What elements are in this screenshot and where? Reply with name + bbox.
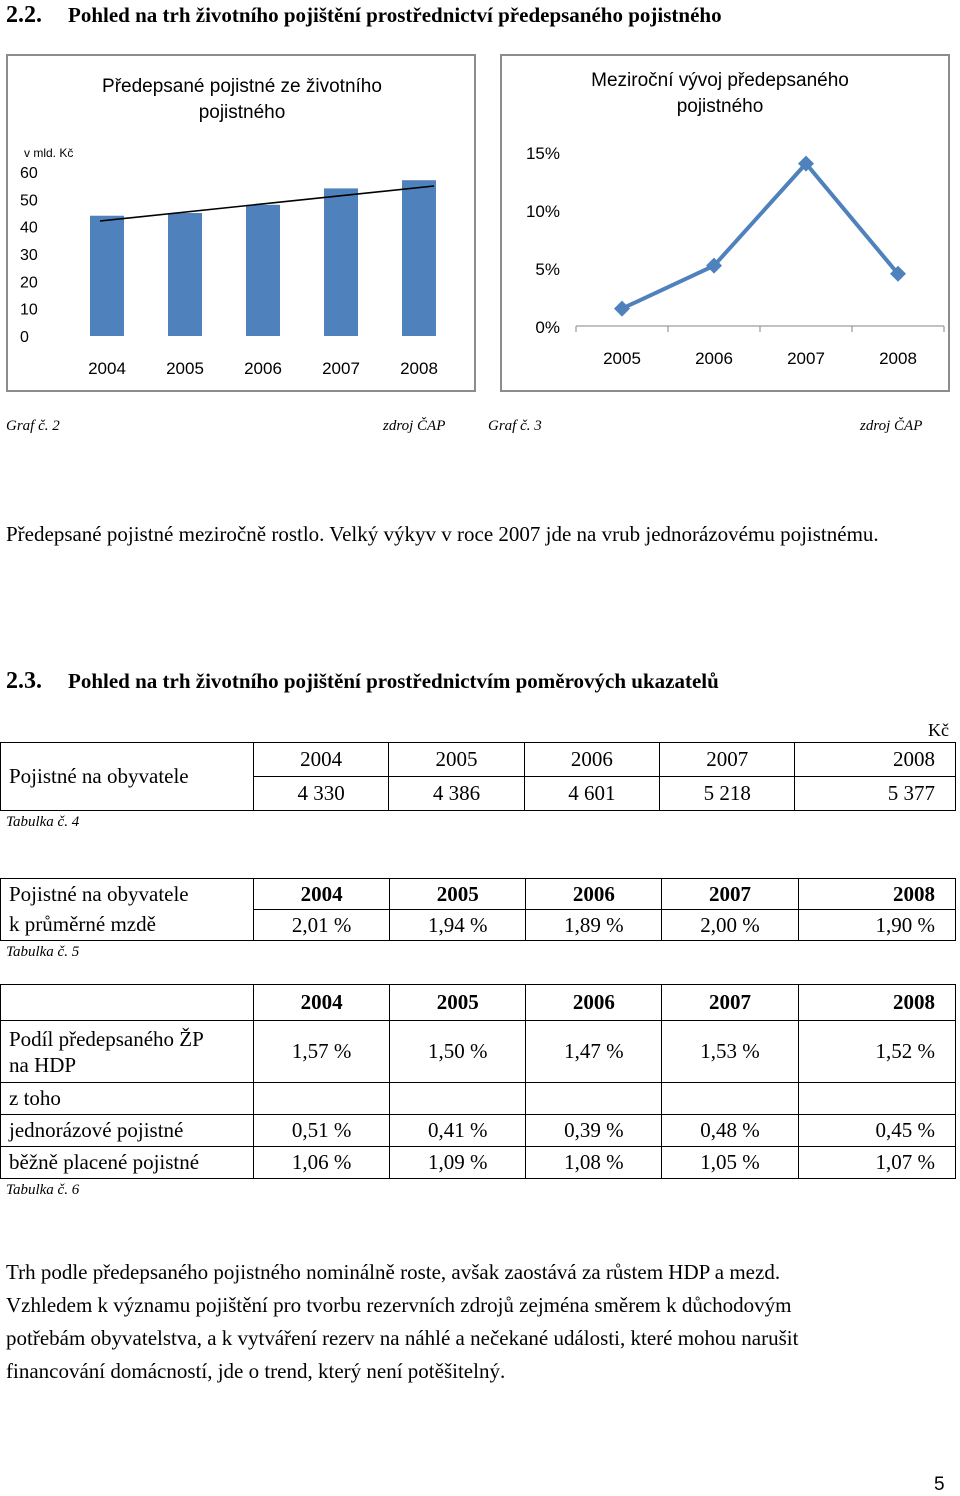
paragraph-line: financování domácností, jde o trend, který není potěšitelný. bbox=[6, 1359, 506, 1383]
table6-value: 1,06 % bbox=[254, 1147, 390, 1179]
table4-caption: Tabulka č. 4 bbox=[6, 814, 80, 830]
y-tick-label: 50 bbox=[20, 192, 38, 210]
table4-label: Pojistné na obyvatele bbox=[1, 743, 254, 811]
table6-value: 0,45 % bbox=[798, 1115, 956, 1147]
table5-value: 2,01 % bbox=[254, 910, 390, 941]
table6-empty-cell bbox=[798, 1083, 956, 1115]
table6-value: 1,08 % bbox=[526, 1147, 662, 1179]
table5-caption: Tabulka č. 5 bbox=[6, 944, 80, 960]
table4-year: 2004 bbox=[254, 743, 389, 777]
table6-empty-cell bbox=[390, 1083, 526, 1115]
table6-value: 1,53 % bbox=[662, 1021, 798, 1083]
table6-year: 2008 bbox=[798, 985, 956, 1021]
table5-year: 2008 bbox=[798, 879, 956, 910]
y-tick-label: 60 bbox=[20, 165, 38, 182]
paragraph-conclusion bbox=[6, 1256, 956, 1388]
table6-empty-cell bbox=[662, 1083, 798, 1115]
line-series bbox=[622, 164, 898, 309]
table4-value: 4 330 bbox=[254, 777, 389, 811]
line-chart bbox=[502, 56, 948, 390]
y-tick-label: 0% bbox=[535, 318, 560, 337]
y-tick-label: 15% bbox=[525, 144, 560, 163]
bar bbox=[246, 205, 280, 336]
x-tick-label: 2006 bbox=[244, 359, 282, 378]
x-tick-label: 2008 bbox=[400, 359, 438, 378]
table6-value: 1,57 % bbox=[254, 1021, 390, 1083]
y-tick-label: 30 bbox=[20, 247, 38, 264]
table6-value: 1,09 % bbox=[390, 1147, 526, 1179]
line-marker bbox=[614, 301, 630, 317]
table4-year: 2005 bbox=[389, 743, 524, 777]
table6-year: 2005 bbox=[390, 985, 526, 1021]
bar bbox=[324, 188, 358, 336]
table5-year: 2006 bbox=[526, 879, 662, 910]
y-tick-label: 10% bbox=[525, 202, 560, 221]
table4-currency: Kč bbox=[928, 720, 949, 740]
section-title: Pohled na trh životního pojištění prostřednictví předepsaného pojistného bbox=[68, 3, 722, 27]
table6-value: 0,48 % bbox=[662, 1115, 798, 1147]
bar-chart-unit-label: v mld. Kč bbox=[24, 146, 74, 160]
table5-value: 1,89 % bbox=[526, 910, 662, 941]
paragraph-line: potřebám obyvatelstva, a k vytváření rezerv na náhlé a nečekané události, které mohou narušit bbox=[6, 1326, 799, 1350]
table4-year: 2008 bbox=[795, 743, 956, 777]
x-tick-label: 2005 bbox=[603, 349, 641, 368]
line-chart-title-line1: Meziroční vývoj předepsaného bbox=[591, 70, 849, 91]
table6-value: 1,47 % bbox=[526, 1021, 662, 1083]
table6-row2-label: z toho bbox=[1, 1083, 254, 1115]
section-heading-2-2 bbox=[6, 2, 722, 29]
x-tick-label: 2004 bbox=[88, 359, 126, 378]
table4-value: 5 377 bbox=[795, 777, 956, 811]
table4-value: 5 218 bbox=[660, 777, 795, 811]
graf3-source: zdroj ČAP bbox=[860, 418, 923, 434]
table6-empty-cell bbox=[254, 1083, 390, 1115]
section-title: Pohled na trh životního pojištění prostřednictvím poměrových ukazatelů bbox=[68, 669, 719, 693]
section-heading-2-3 bbox=[6, 668, 719, 695]
table-4 bbox=[0, 742, 956, 811]
line-chart-title-line2: pojistného bbox=[676, 96, 764, 117]
x-tick-label: 2006 bbox=[695, 349, 733, 368]
paragraph-line: Trh podle předepsaného pojistného nominálně roste, avšak zaostává za růstem HDP a mezd. bbox=[6, 1260, 781, 1284]
table6-value: 1,07 % bbox=[798, 1147, 956, 1179]
x-tick-label: 2008 bbox=[879, 349, 917, 368]
table6-year: 2004 bbox=[254, 985, 390, 1021]
table6-value: 0,51 % bbox=[254, 1115, 390, 1147]
bar-chart-title-line1: Předepsané pojistné ze životního bbox=[102, 76, 382, 97]
section-number: 2.2. bbox=[6, 2, 42, 28]
table6-row1-label bbox=[1, 1021, 254, 1083]
table-5 bbox=[0, 878, 956, 941]
bar-chart-box bbox=[6, 54, 476, 392]
table5-value: 1,94 % bbox=[390, 910, 526, 941]
paragraph-growth: Předepsané pojistné meziročně rostlo. Velký výkyv v roce 2007 jde na vrub jednorázovému pojistnému. bbox=[6, 522, 879, 546]
x-tick-label: 2007 bbox=[787, 349, 825, 368]
table6-value: 1,05 % bbox=[662, 1147, 798, 1179]
table6-value: 0,39 % bbox=[526, 1115, 662, 1147]
table6-row3-label: jednorázové pojistné bbox=[1, 1115, 254, 1147]
x-tick-label: 2007 bbox=[322, 359, 360, 378]
table6-value: 0,41 % bbox=[390, 1115, 526, 1147]
page-number: 5 bbox=[934, 1474, 945, 1495]
bar-chart bbox=[8, 56, 474, 390]
table4-value: 4 386 bbox=[389, 777, 524, 811]
bar-chart-title-line2: pojistného bbox=[198, 102, 286, 123]
bar bbox=[402, 180, 436, 336]
line-chart-box bbox=[500, 54, 950, 392]
paragraph-line: Vzhledem k významu pojištění pro tvorbu rezervních zdrojů zejména směrem k důchodovým bbox=[6, 1293, 792, 1317]
table6-empty-cell bbox=[526, 1083, 662, 1115]
table4-value: 4 601 bbox=[524, 777, 659, 811]
table6-row1-label-line2: na HDP bbox=[9, 1052, 77, 1077]
table6-caption: Tabulka č. 6 bbox=[6, 1182, 80, 1198]
graf3-caption: Graf č. 3 bbox=[488, 418, 542, 434]
y-tick-label: 20 bbox=[20, 274, 38, 292]
table5-value: 2,00 % bbox=[662, 910, 798, 941]
y-tick-label: 40 bbox=[20, 219, 38, 237]
table6-year: 2006 bbox=[526, 985, 662, 1021]
table6-row1-label-line1: Podíl předepsaného ŽP bbox=[9, 1026, 204, 1051]
table6-year: 2007 bbox=[662, 985, 798, 1021]
table6-row4-label: běžně placené pojistné bbox=[1, 1147, 254, 1179]
section-number: 2.3. bbox=[6, 668, 42, 694]
table6-empty-label bbox=[1, 985, 254, 1021]
table4-year: 2006 bbox=[524, 743, 659, 777]
y-tick-label: 5% bbox=[535, 260, 560, 279]
bar bbox=[90, 216, 124, 336]
table5-year: 2005 bbox=[390, 879, 526, 910]
graf2-source: zdroj ČAP bbox=[383, 418, 446, 434]
table6-value: 1,52 % bbox=[798, 1021, 956, 1083]
table5-label-line1: Pojistné na obyvatele bbox=[1, 879, 254, 910]
bar bbox=[168, 213, 202, 336]
table-6 bbox=[0, 984, 956, 1179]
table5-label-line2: k průměrné mzdě bbox=[1, 910, 254, 941]
y-tick-label: 0 bbox=[20, 329, 29, 346]
graf2-caption: Graf č. 2 bbox=[6, 418, 60, 434]
y-tick-label: 10 bbox=[20, 301, 38, 319]
table5-year: 2004 bbox=[254, 879, 390, 910]
table5-year: 2007 bbox=[662, 879, 798, 910]
table6-value: 1,50 % bbox=[390, 1021, 526, 1083]
table5-value: 1,90 % bbox=[798, 910, 956, 941]
table4-year: 2007 bbox=[660, 743, 795, 777]
x-tick-label: 2005 bbox=[166, 359, 204, 378]
